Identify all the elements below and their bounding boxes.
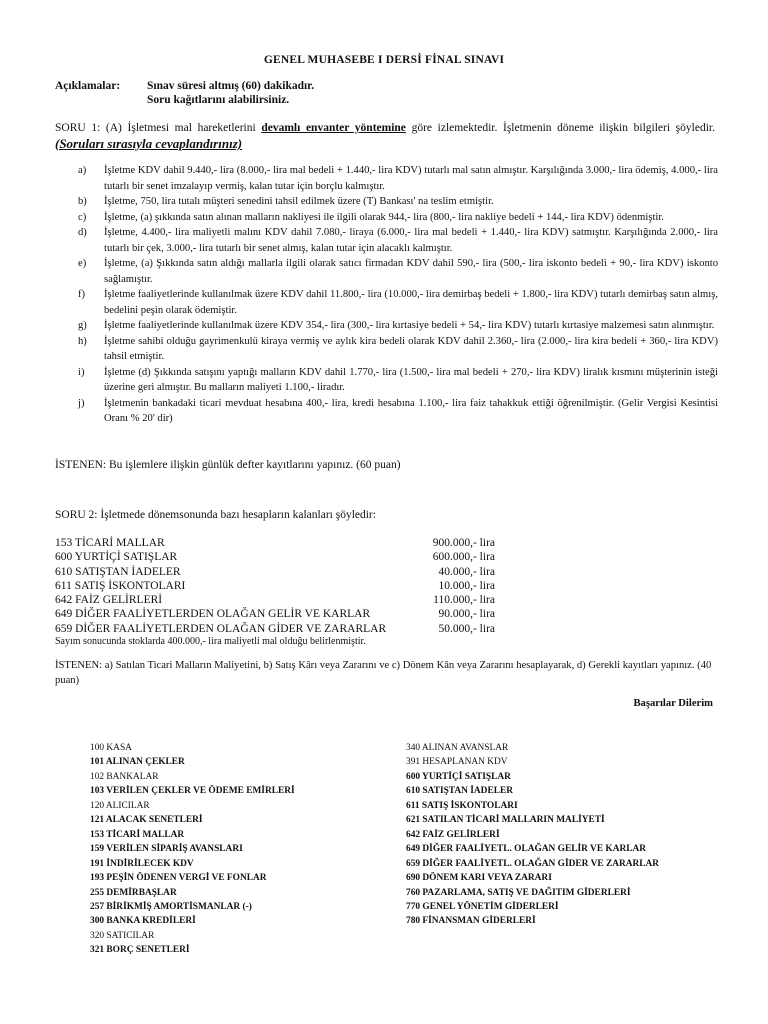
account-plan-item: 255 DEMİRBAŞLAR — [90, 887, 177, 898]
account-plan-item: 659 DİĞER FAALİYETL. OLAĞAN GİDER VE ZARARLAR — [406, 858, 660, 869]
closing-text: Başarılar Dilerim — [633, 698, 713, 709]
item-text: İşletme faaliyetlerinde kullanılmak üzere KDV 354,- lira (300,- lira kırtasiye bedeli + 54,- lira KDV) tutarlı kırtasiye malzemesi satın alınmıştır. — [104, 320, 715, 331]
account-plan-item: 320 SATICILAR — [90, 930, 155, 941]
account-name: 649 DİĞER FAALİYETLERDEN OLAĞAN GELİR VE KARLAR — [55, 608, 371, 621]
question-1-item — [78, 225, 718, 256]
account-plan-item: 193 PEŞİN ÖDENEN VERGİ VE FONLAR — [90, 873, 267, 884]
account-plan-item: 600 YURTİÇİ SATIŞLAR — [406, 771, 511, 782]
question-1-item — [78, 287, 718, 318]
question-2-intro: SORU 2: İşletmede dönemsonunda bazı hesapların kalanları şöyledir: — [55, 509, 376, 521]
account-name: 611 SATIŞ İSKONTOLARI — [55, 579, 186, 592]
account-plan-item: 321 BORÇ SENETLERİ — [90, 945, 190, 956]
question-1-items — [78, 163, 718, 427]
account-plan-right-column — [406, 741, 659, 929]
explanation-line-2: Soru kağıtlarını alabilirsiniz. — [147, 94, 290, 106]
account-name: 600 YURTİÇİ SATIŞLAR — [55, 551, 178, 564]
item-text: İşletme, 750, lira tutalı müşteri senedini tahsil edilmek üzere (T) Bankası' na teslim etmiştir. — [104, 196, 494, 207]
item-text: İşletme (d) Şıkkında satışını yaptığı malların KDV dahil 1.770,- lira (1.500,- lira mal bedeli + 270,- lira KDV) liralık kısmını müşterinin isteği üzerine geri almıştır. Bu malların maliyeti 1.100,- liradır. — [104, 366, 718, 393]
item-text: İşletme, 4.400,- lira maliyetli malını KDV dahil 7.080,- liraya (6.000,- lira mal bedeli + 1.440,- lira KDV) satmıştır. Karşılığında 2.000,- lira tutarlı bir çek, 3.000,- lira tutarlı bir senet almış, kalan tutar için alacaklı kalmıştır. — [104, 227, 718, 254]
account-plan-item: 611 SATIŞ İSKONTOLARI — [406, 800, 518, 811]
account-name: 610 SATIŞTAN İADELER — [55, 565, 181, 578]
account-value: 900.000,- lira — [432, 537, 495, 549]
question-1-intro — [55, 121, 715, 153]
question-1-item — [78, 318, 718, 334]
question-1-item — [78, 256, 718, 287]
item-text: İşletme KDV dahil 9.440,- lira (8.000,- lira mal bedeli + 1.440,- lira KDV) tutarlı mal satın almıştır. Karşılığında 3.000,- lira ödemiş, 4.000,- lira tutarlı bir senet imzalayıp vermiş, kalan tutar için borçlu kalmıştır. — [104, 165, 718, 192]
account-plan-item: 649 DİĞER FAALİYETL. OLAĞAN GELİR VE KARLAR — [406, 844, 647, 855]
account-name: 659 DİĞER FAALİYETLERDEN OLAĞAN GİDER VE ZARARLAR — [55, 622, 387, 635]
account-plan-item: 102 BANKALAR — [90, 771, 159, 782]
item-text: İşletme, (a) şıkkında satın alınan malların nakliyesi ile ilgili olarak 944,- lira (800,- lira nakliye bedeli + 144,- lira KDV) ödenmiştir. — [104, 211, 664, 223]
account-plan-item: 153 TİCARİ MALLAR — [90, 829, 185, 840]
account-balance-row — [55, 622, 495, 636]
item-label: j) — [78, 397, 85, 409]
account-plan-item: 159 VERİLEN SİPARİŞ AVANSLARI — [90, 844, 243, 855]
question-1-request: İSTENEN: Bu işlemlere ilişkin günlük defter kayıtlarını yapınız. (60 puan) — [55, 459, 401, 471]
account-plan-item: 760 PAZARLAMA, SATIŞ VE DAĞITIM GİDERLERİ — [406, 887, 631, 898]
account-plan-item: 103 VERİLEN ÇEKLER VE ÖDEME EMİRLERİ — [90, 786, 295, 797]
question-1-item — [78, 396, 718, 427]
account-value: 110.000,- lira — [433, 594, 495, 607]
item-label: h) — [78, 335, 87, 347]
account-plan-item: 780 FİNANSMAN GİDERLERİ — [406, 916, 536, 927]
item-label: f) — [78, 289, 86, 300]
account-balance-row — [55, 593, 495, 607]
account-plan-item: 100 KASA — [90, 743, 132, 753]
explanations-label: Açıklamalar: — [55, 80, 121, 92]
question-1-item — [78, 210, 718, 226]
account-plan-item: 340 ALINAN AVANSLAR — [406, 743, 509, 753]
account-plan-item: 120 ALICILAR — [90, 800, 150, 811]
item-label: e) — [78, 258, 87, 269]
question-1-item — [78, 334, 718, 365]
item-label: c) — [78, 211, 87, 223]
account-plan-item: 621 SATILAN TİCARİ MALLARIN MALİYETİ — [406, 815, 605, 826]
item-label: a) — [78, 165, 87, 176]
account-value: 50.000,- lira — [438, 622, 495, 635]
account-balance-row — [55, 607, 495, 621]
question-2-account-balances — [55, 536, 495, 636]
account-plan-item: 690 DÖNEM KARI VEYA ZARARI — [406, 873, 552, 884]
item-text: İşletme, (a) Şıkkında satın aldığı mallarla ilgili olarak satıcı firmadan KDV dahil 590,- lira (500,- lira iskonto bedeli + 90,- lira KDV) iskonto sağlamıştır. — [104, 258, 718, 285]
account-balance-row — [55, 550, 495, 564]
item-text: İşletme sahibi olduğu gayrimenkulü kiraya vermiş ve aylık kira bedeli olarak KDV dahil 2.360,- lira (2.000,- lira kira bedeli + 360,- lira KDV) tahsil etmiştir. — [104, 335, 718, 362]
account-value: 90.000,- lira — [438, 608, 495, 621]
account-value: 10.000,- lira — [438, 579, 495, 592]
account-value: 600.000,- lira — [432, 551, 495, 564]
account-plan-item: 642 FAİZ GELİRLERİ — [406, 829, 500, 840]
question-1-item — [78, 365, 718, 396]
item-text: İşletme faaliyetlerinde kullanılmak üzere KDV dahil 11.800,- lira (10.000,- lira demirbaş bedeli + 1.800,- lira KDV) tutarlı demirbaş satın almış, bedelini peşin olarak ödemiştir. — [104, 289, 718, 316]
item-label: b) — [78, 196, 87, 207]
question-1-intro-after: göre izlemektedir. İşletmenin döneme ilişkin bilgileri şöyledir. — [405, 122, 715, 134]
item-label: d) — [78, 227, 87, 238]
account-plan-left-column — [90, 741, 295, 958]
account-plan-item: 770 GENEL YÖNETİM GİDERLERİ — [406, 901, 559, 912]
account-plan-item: 610 SATIŞTAN İADELER — [406, 786, 513, 797]
question-1-intro-before: SORU 1: (A) İşletmesi mal hareketlerini — [55, 122, 262, 134]
item-text: İşletmenin bankadaki ticari mevduat hesabına 400,- lira, kredi hesabına 1.100,- lira faiz tahakkuk ettiği öğrenilmiştir. (Gelir Vergisi Kesintisi Oranı % 20' dir) — [104, 397, 718, 424]
question-1-item — [78, 163, 718, 194]
explanation-line-1: Sınav süresi altmış (60) dakikadır. — [147, 80, 315, 92]
account-balance-row — [55, 565, 495, 579]
question-1-note: (Soruları sırasıyla cevaplandırınız) — [55, 136, 243, 151]
account-plan-item: 300 BANKA KREDİLERİ — [90, 916, 196, 927]
account-balance-row — [55, 579, 495, 593]
account-plan-item: 101 ALINAN ÇEKLER — [90, 757, 185, 768]
account-name: 642 FAİZ GELİRLERİ — [55, 594, 163, 607]
account-plan-item: 257 BİRİKMİŞ AMORTİSMANLAR (-) — [90, 901, 252, 912]
account-name: 153 TİCARİ MALLAR — [55, 537, 165, 549]
account-plan-item: 191 İNDİRİLECEK KDV — [90, 858, 194, 869]
account-plan-item: 121 ALACAK SENETLERİ — [90, 815, 203, 826]
page-title: GENEL MUHASEBE I DERSİ FİNAL SINAVI — [263, 54, 505, 66]
account-value: 40.000,- lira — [438, 565, 495, 578]
account-balance-row — [55, 536, 495, 550]
question-2-request: İSTENEN: a) Satılan Ticari Malların Maliyetini, b) Satış Kârı veya Zararını ve c) Dönem Kân veya Zararını hesaplayarak, d) Gerekli kayıtları yapınız. (40 puan) — [55, 660, 712, 686]
item-label: i) — [78, 366, 85, 378]
account-plan-item: 391 HESAPLANAN KDV — [406, 757, 508, 768]
item-label: g) — [78, 320, 87, 331]
question-1-item — [78, 194, 718, 210]
question-1-intro-underlined: devamlı envanter yöntemine — [261, 122, 406, 134]
question-2-count-note: Sayım sonucunda stoklarda 400.000,- lira maliyetli mal olduğu belirlenmiştir. — [55, 636, 366, 647]
